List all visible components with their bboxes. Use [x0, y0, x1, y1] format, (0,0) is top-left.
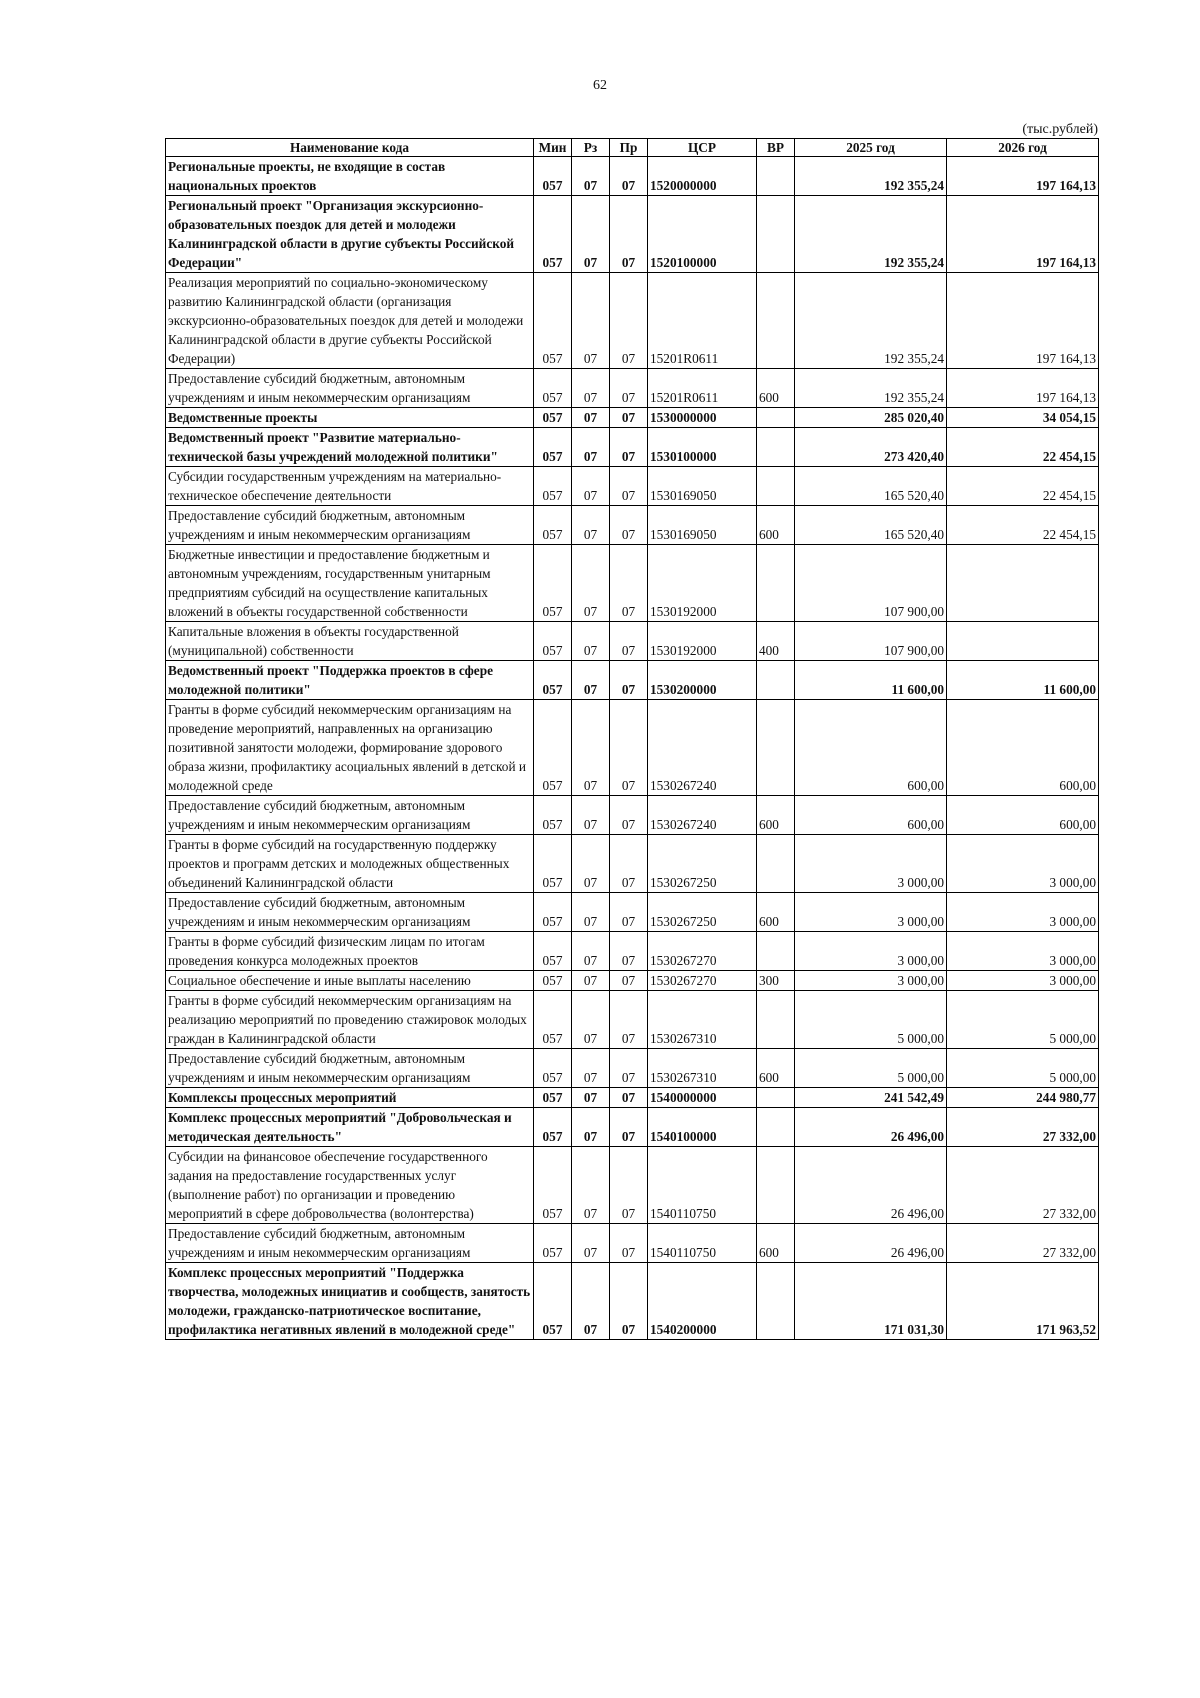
cell-csr: 1530169050	[648, 506, 757, 545]
cell-2025: 600,00	[795, 700, 947, 796]
cell-2025: 3 000,00	[795, 893, 947, 932]
table-row	[166, 157, 1099, 196]
cell-pr: 07	[610, 932, 648, 971]
cell-name: Комплекс процессных мероприятий "Поддержка творчества, молодежных инициатив и сообществ, занятость молодежи, гражданско-патриотическое воспитание, профилактика негативных явлений в молодежной среде"	[166, 1263, 534, 1340]
cell-rz: 07	[572, 506, 610, 545]
table-row	[166, 700, 1099, 796]
cell-2025: 285 020,40	[795, 408, 947, 428]
cell-csr: 1540110750	[648, 1147, 757, 1224]
cell-2025: 171 031,30	[795, 1263, 947, 1340]
cell-csr: 1540110750	[648, 1224, 757, 1263]
cell-rz: 07	[572, 1263, 610, 1340]
cell-rz: 07	[572, 1224, 610, 1263]
cell-2025: 192 355,24	[795, 196, 947, 273]
cell-min: 057	[534, 661, 572, 700]
cell-vr	[757, 157, 795, 196]
cell-2026: 3 000,00	[947, 932, 1099, 971]
cell-min: 057	[534, 428, 572, 467]
cell-2026	[947, 545, 1099, 622]
cell-2025: 107 900,00	[795, 545, 947, 622]
cell-name: Предоставление субсидий бюджетным, автономным учреждениям и иным некоммерческим организациям	[166, 1049, 534, 1088]
budget-table	[165, 138, 1099, 1340]
cell-2026: 3 000,00	[947, 893, 1099, 932]
cell-vr	[757, 661, 795, 700]
cell-rz: 07	[572, 1108, 610, 1147]
cell-pr: 07	[610, 428, 648, 467]
cell-2026: 600,00	[947, 700, 1099, 796]
cell-csr: 1540100000	[648, 1108, 757, 1147]
table-body	[166, 157, 1099, 1340]
cell-pr: 07	[610, 157, 648, 196]
header-csr: ЦСР	[648, 139, 757, 157]
cell-vr: 600	[757, 796, 795, 835]
cell-csr: 1520100000	[648, 196, 757, 273]
cell-name: Капитальные вложения в объекты государственной (муниципальной) собственности	[166, 622, 534, 661]
cell-min: 057	[534, 1263, 572, 1340]
cell-vr: 600	[757, 893, 795, 932]
cell-2025: 192 355,24	[795, 369, 947, 408]
cell-min: 057	[534, 971, 572, 991]
cell-2025: 26 496,00	[795, 1108, 947, 1147]
cell-vr	[757, 835, 795, 893]
table-row	[166, 1049, 1099, 1088]
table-row	[166, 991, 1099, 1049]
cell-min: 057	[534, 700, 572, 796]
cell-rz: 07	[572, 700, 610, 796]
cell-min: 057	[534, 467, 572, 506]
cell-vr: 600	[757, 1224, 795, 1263]
cell-vr	[757, 467, 795, 506]
table-row	[166, 428, 1099, 467]
cell-min: 057	[534, 408, 572, 428]
cell-pr: 07	[610, 893, 648, 932]
cell-vr	[757, 932, 795, 971]
cell-2026: 3 000,00	[947, 835, 1099, 893]
cell-pr: 07	[610, 1049, 648, 1088]
cell-rz: 07	[572, 661, 610, 700]
cell-2026: 11 600,00	[947, 661, 1099, 700]
cell-csr: 1530267250	[648, 835, 757, 893]
cell-csr: 1530192000	[648, 622, 757, 661]
cell-name: Ведомственные проекты	[166, 408, 534, 428]
cell-2025: 273 420,40	[795, 428, 947, 467]
cell-min: 057	[534, 1224, 572, 1263]
cell-pr: 07	[610, 835, 648, 893]
cell-rz: 07	[572, 796, 610, 835]
header-name: Наименование кода	[166, 139, 534, 157]
table-row	[166, 1088, 1099, 1108]
cell-2026: 27 332,00	[947, 1224, 1099, 1263]
cell-name: Гранты в форме субсидий физическим лицам по итогам проведения конкурса молодежных проектов	[166, 932, 534, 971]
cell-2025: 26 496,00	[795, 1224, 947, 1263]
cell-2025: 165 520,40	[795, 467, 947, 506]
cell-rz: 07	[572, 369, 610, 408]
cell-pr: 07	[610, 369, 648, 408]
cell-rz: 07	[572, 893, 610, 932]
table-row	[166, 1147, 1099, 1224]
cell-min: 057	[534, 796, 572, 835]
cell-2026: 3 000,00	[947, 971, 1099, 991]
cell-pr: 07	[610, 622, 648, 661]
cell-2026: 171 963,52	[947, 1263, 1099, 1340]
header-2026: 2026 год	[947, 139, 1099, 157]
cell-pr: 07	[610, 196, 648, 273]
cell-name: Реализация мероприятий по социально-экономическому развитию Калининградской области (организация экскурсионно-образовательных поездок для детей и молодежи Калининградской области в другие субъекты Российской Федерации)	[166, 273, 534, 369]
cell-min: 057	[534, 369, 572, 408]
cell-2025: 192 355,24	[795, 157, 947, 196]
cell-pr: 07	[610, 506, 648, 545]
cell-csr: 1530100000	[648, 428, 757, 467]
cell-2025: 192 355,24	[795, 273, 947, 369]
table-row	[166, 545, 1099, 622]
cell-rz: 07	[572, 545, 610, 622]
cell-rz: 07	[572, 1049, 610, 1088]
table-row	[166, 835, 1099, 893]
cell-vr	[757, 428, 795, 467]
cell-pr: 07	[610, 971, 648, 991]
cell-csr: 1520000000	[648, 157, 757, 196]
cell-rz: 07	[572, 971, 610, 991]
cell-2026: 5 000,00	[947, 1049, 1099, 1088]
cell-csr: 1530267270	[648, 971, 757, 991]
cell-2026: 34 054,15	[947, 408, 1099, 428]
cell-name: Предоставление субсидий бюджетным, автономным учреждениям и иным некоммерческим организациям	[166, 369, 534, 408]
cell-min: 057	[534, 835, 572, 893]
table-row	[166, 408, 1099, 428]
cell-rz: 07	[572, 1088, 610, 1108]
cell-name: Предоставление субсидий бюджетным, автономным учреждениям и иным некоммерческим организациям	[166, 893, 534, 932]
page-number: 62	[593, 78, 607, 93]
cell-2026: 22 454,15	[947, 428, 1099, 467]
cell-vr	[757, 1108, 795, 1147]
units-label: (тыс.рублей)	[1022, 122, 1098, 137]
cell-vr: 600	[757, 506, 795, 545]
table-row	[166, 1263, 1099, 1340]
cell-name: Ведомственный проект "Развитие материально-технической базы учреждений молодежной политики"	[166, 428, 534, 467]
cell-2026: 197 164,13	[947, 369, 1099, 408]
cell-vr: 400	[757, 622, 795, 661]
cell-2026: 27 332,00	[947, 1108, 1099, 1147]
header-vr: ВР	[757, 139, 795, 157]
cell-pr: 07	[610, 1108, 648, 1147]
cell-name: Комплекс процессных мероприятий "Добровольческая и методическая деятельность"	[166, 1108, 534, 1147]
cell-2026: 197 164,13	[947, 273, 1099, 369]
cell-name: Ведомственный проект "Поддержка проектов в сфере молодежной политики"	[166, 661, 534, 700]
cell-name: Гранты в форме субсидий некоммерческим организациям на проведение мероприятий, направленных на организацию позитивной занятости молодежи, формирование здорового образа жизни, профилактику асоциальных явлений в детской и молодежной среде	[166, 700, 534, 796]
cell-csr: 1530267250	[648, 893, 757, 932]
cell-pr: 07	[610, 700, 648, 796]
header-rz: Рз	[572, 139, 610, 157]
cell-pr: 07	[610, 273, 648, 369]
cell-min: 057	[534, 1147, 572, 1224]
cell-csr: 1540200000	[648, 1263, 757, 1340]
cell-vr	[757, 1147, 795, 1224]
cell-min: 057	[534, 196, 572, 273]
cell-2025: 241 542,49	[795, 1088, 947, 1108]
cell-min: 057	[534, 1049, 572, 1088]
cell-rz: 07	[572, 991, 610, 1049]
cell-pr: 07	[610, 1224, 648, 1263]
cell-2026: 197 164,13	[947, 157, 1099, 196]
cell-2026	[947, 622, 1099, 661]
cell-rz: 07	[572, 1147, 610, 1224]
cell-2025: 600,00	[795, 796, 947, 835]
table-row	[166, 273, 1099, 369]
cell-pr: 07	[610, 1088, 648, 1108]
table-header-row	[166, 139, 1099, 157]
table-row	[166, 932, 1099, 971]
cell-csr: 1530267240	[648, 796, 757, 835]
cell-name: Региональные проекты, не входящие в состав национальных проектов	[166, 157, 534, 196]
cell-csr: 1530200000	[648, 661, 757, 700]
cell-csr: 1530267310	[648, 1049, 757, 1088]
cell-min: 057	[534, 991, 572, 1049]
cell-rz: 07	[572, 408, 610, 428]
cell-2025: 5 000,00	[795, 1049, 947, 1088]
cell-min: 057	[534, 506, 572, 545]
cell-vr: 600	[757, 369, 795, 408]
cell-vr	[757, 1263, 795, 1340]
table-row	[166, 661, 1099, 700]
header-min: Мин	[534, 139, 572, 157]
header-pr: Пр	[610, 139, 648, 157]
cell-2025: 165 520,40	[795, 506, 947, 545]
table-row	[166, 796, 1099, 835]
cell-2025: 5 000,00	[795, 991, 947, 1049]
cell-vr	[757, 1088, 795, 1108]
cell-rz: 07	[572, 428, 610, 467]
cell-2026: 600,00	[947, 796, 1099, 835]
cell-2025: 3 000,00	[795, 932, 947, 971]
cell-pr: 07	[610, 991, 648, 1049]
cell-csr: 1530267310	[648, 991, 757, 1049]
cell-rz: 07	[572, 157, 610, 196]
cell-rz: 07	[572, 835, 610, 893]
table-row	[166, 1224, 1099, 1263]
cell-rz: 07	[572, 273, 610, 369]
cell-min: 057	[534, 157, 572, 196]
cell-min: 057	[534, 622, 572, 661]
cell-2026: 22 454,15	[947, 467, 1099, 506]
cell-name: Региональный проект "Организация экскурсионно-образовательных поездок для детей и молодежи Калининградской области в другие субъекты Российской Федерации"	[166, 196, 534, 273]
cell-csr: 15201R0611	[648, 273, 757, 369]
cell-2026: 22 454,15	[947, 506, 1099, 545]
cell-pr: 07	[610, 545, 648, 622]
cell-name: Комплексы процессных мероприятий	[166, 1088, 534, 1108]
cell-pr: 07	[610, 408, 648, 428]
cell-min: 057	[534, 273, 572, 369]
cell-name: Предоставление субсидий бюджетным, автономным учреждениям и иным некоммерческим организациям	[166, 796, 534, 835]
cell-2025: 11 600,00	[795, 661, 947, 700]
cell-min: 057	[534, 1108, 572, 1147]
table-row	[166, 196, 1099, 273]
cell-2025: 3 000,00	[795, 835, 947, 893]
cell-2026: 27 332,00	[947, 1147, 1099, 1224]
cell-2025: 26 496,00	[795, 1147, 947, 1224]
cell-pr: 07	[610, 1263, 648, 1340]
cell-vr	[757, 991, 795, 1049]
cell-rz: 07	[572, 467, 610, 506]
cell-vr	[757, 273, 795, 369]
cell-pr: 07	[610, 467, 648, 506]
cell-vr: 600	[757, 1049, 795, 1088]
cell-name: Бюджетные инвестиции и предоставление бюджетным и автономным учреждениям, государственным унитарным предприятиям субсидий на осуществление капитальных вложений в объекты государственной собственности	[166, 545, 534, 622]
cell-csr: 1530000000	[648, 408, 757, 428]
table-row	[166, 1108, 1099, 1147]
cell-min: 057	[534, 932, 572, 971]
cell-2026: 197 164,13	[947, 196, 1099, 273]
cell-csr: 15201R0611	[648, 369, 757, 408]
cell-vr	[757, 196, 795, 273]
cell-name: Предоставление субсидий бюджетным, автономным учреждениям и иным некоммерческим организациям	[166, 506, 534, 545]
cell-vr	[757, 408, 795, 428]
cell-name: Предоставление субсидий бюджетным, автономным учреждениям и иным некоммерческим организациям	[166, 1224, 534, 1263]
cell-pr: 07	[610, 661, 648, 700]
cell-min: 057	[534, 893, 572, 932]
table-row	[166, 369, 1099, 408]
cell-rz: 07	[572, 932, 610, 971]
cell-rz: 07	[572, 196, 610, 273]
cell-rz: 07	[572, 622, 610, 661]
cell-min: 057	[534, 545, 572, 622]
cell-vr	[757, 700, 795, 796]
cell-name: Субсидии на финансовое обеспечение государственного задания на предоставление государственных услуг (выполнение работ) по организации и проведению мероприятий в сфере добровольчества (волонтерства)	[166, 1147, 534, 1224]
cell-vr: 300	[757, 971, 795, 991]
cell-name: Субсидии государственным учреждениям на материально-техническое обеспечение деятельности	[166, 467, 534, 506]
cell-vr	[757, 545, 795, 622]
table-row	[166, 971, 1099, 991]
header-2025: 2025 год	[795, 139, 947, 157]
cell-csr: 1530267270	[648, 932, 757, 971]
cell-2026: 5 000,00	[947, 991, 1099, 1049]
cell-csr: 1530169050	[648, 467, 757, 506]
table-row	[166, 622, 1099, 661]
table-row	[166, 467, 1099, 506]
cell-2025: 107 900,00	[795, 622, 947, 661]
cell-min: 057	[534, 1088, 572, 1108]
cell-name: Гранты в форме субсидий некоммерческим организациям на реализацию мероприятий по проведению стажировок молодых граждан в Калининградской области	[166, 991, 534, 1049]
cell-csr: 1530192000	[648, 545, 757, 622]
cell-2025: 3 000,00	[795, 971, 947, 991]
cell-2026: 244 980,77	[947, 1088, 1099, 1108]
cell-pr: 07	[610, 796, 648, 835]
cell-name: Гранты в форме субсидий на государственную поддержку проектов и программ детских и молодежных общественных объединений Калининградской области	[166, 835, 534, 893]
cell-csr: 1530267240	[648, 700, 757, 796]
table-row	[166, 506, 1099, 545]
cell-pr: 07	[610, 1147, 648, 1224]
table-row	[166, 893, 1099, 932]
cell-csr: 1540000000	[648, 1088, 757, 1108]
cell-name: Социальное обеспечение и иные выплаты населению	[166, 971, 534, 991]
